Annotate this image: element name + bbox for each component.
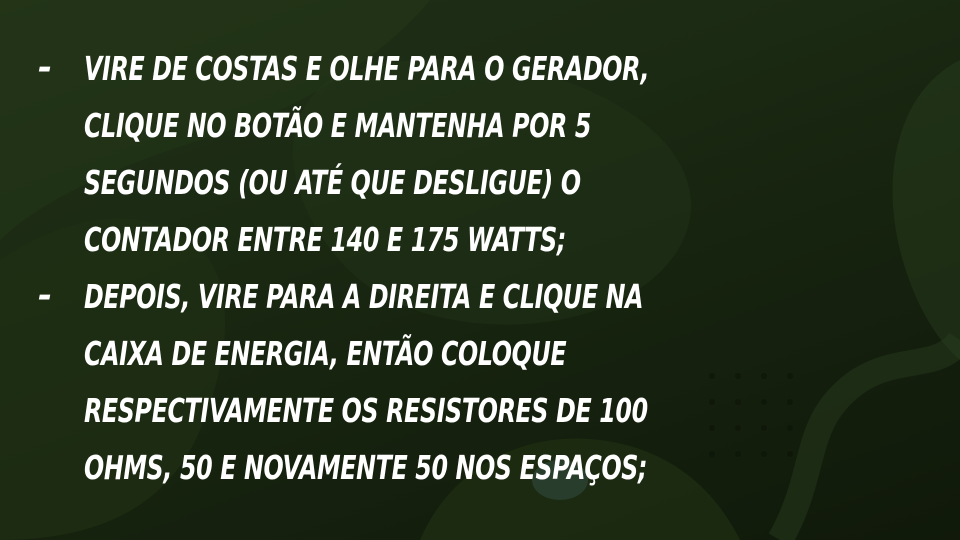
bullet-list xyxy=(38,40,938,496)
slide-content xyxy=(38,40,938,496)
bullet-text-generator: VIRE DE COSTAS E OLHE PARA O GERADOR, CLIQUE NO BOTÃO E MANTENHA POR 5 SEGUNDOS (OU ATÉ QUE DESLIGUE) O CONTADOR ENTRE 140 E 175 WATTS; xyxy=(84,49,650,259)
bullet-dash: - xyxy=(38,276,53,316)
bullet-item xyxy=(38,40,938,268)
bullet-item xyxy=(38,268,938,496)
bullet-dash: - xyxy=(38,48,53,88)
bullet-text-energy-box: DEPOIS, VIRE PARA A DIREITA E CLIQUE NA CAIXA DE ENERGIA, ENTÃO COLOQUE RESPECTIVAMENTE OS RESISTORES DE 100 OHMS, 50 E NOVAMENTE 50 NOS ESPAÇOS; xyxy=(84,277,648,487)
